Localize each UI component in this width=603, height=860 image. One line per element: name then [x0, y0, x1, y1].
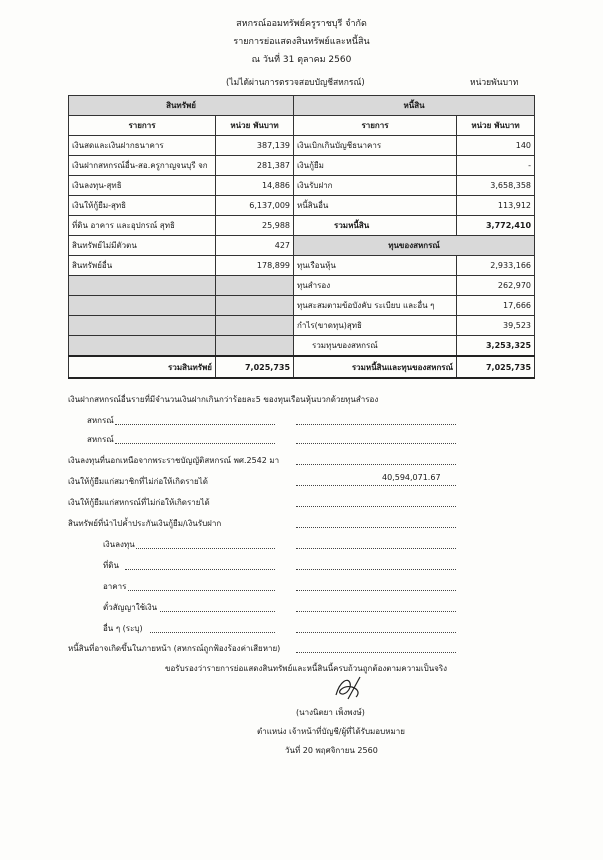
- table-row: [69, 296, 535, 316]
- empty-cell: [216, 316, 294, 336]
- liab-label: เงินกู้ยืม: [294, 156, 457, 176]
- liab-value: 39,523: [457, 316, 535, 336]
- asset-label: เงินให้กู้ยืม-สุทธิ: [69, 196, 216, 216]
- pledged-item: อื่น ๆ (ระบุ): [103, 624, 143, 633]
- liab-label: กำไร(ขาดทุน)สุทธิ: [294, 316, 457, 336]
- blank-line: [115, 424, 275, 425]
- pledged-item: อาคาร: [103, 582, 127, 591]
- sign-date: วันที่ 20 พฤศจิกายน 2560: [285, 746, 378, 755]
- liab-label: ทุนสำรอง: [294, 276, 457, 296]
- liab-label: ทุนสะสมตามข้อบังคับ ระเบียบ และอื่น ๆ: [294, 296, 457, 316]
- asset-value: 25,988: [216, 216, 294, 236]
- coop-line-1: สหกรณ์: [87, 416, 114, 425]
- total-equity-label: รวมทุนของสหกรณ์: [294, 336, 457, 357]
- blank-line: [115, 443, 275, 444]
- table-row: [69, 176, 535, 196]
- asset-label: เงินสดและเงินฝากธนาคาร: [69, 136, 216, 156]
- col-unit-liab: หน่วย พันบาท: [457, 116, 535, 136]
- deposit-note: เงินฝากสหกรณ์อื่นรายที่มีจำนวนเงินฝากเกินกว่าร้อยละ5 ของทุนเรือนหุ้นบวกด้วยทุนสำรอง: [68, 395, 379, 404]
- asset-value: 178,899: [216, 256, 294, 276]
- signer-position: ตำแหน่ง เจ้าหน้าที่บัญชี/ผู้ที่ได้รับมอบหมาย: [257, 727, 405, 736]
- col-item-liab: รายการ: [294, 116, 457, 136]
- liab-label: เงินเบิกเกินบัญชีธนาคาร: [294, 136, 457, 156]
- blank-line: [296, 443, 456, 444]
- blank-line: [296, 548, 456, 549]
- table-row: [69, 256, 535, 276]
- empty-cell: [69, 336, 216, 357]
- table-row: [69, 236, 535, 256]
- total-assets-label: รวมสินทรัพย์: [69, 356, 216, 378]
- col-unit-assets: หน่วย พันบาท: [216, 116, 294, 136]
- pledged-assets: สินทรัพย์ที่นำไปค้ำประกันเงินกู้ยืม/เงินรับฝาก: [68, 519, 222, 528]
- empty-cell: [69, 296, 216, 316]
- table-row: [69, 336, 535, 357]
- column-header-row: [69, 116, 535, 136]
- unit-label: หน่วยพันบาท: [470, 78, 519, 88]
- blank-line: [296, 632, 456, 633]
- empty-cell: [216, 276, 294, 296]
- liab-value: 262,970: [457, 276, 535, 296]
- liab-value: 17,666: [457, 296, 535, 316]
- pledged-item: เงินลงทุน: [103, 540, 135, 549]
- blank-line: [296, 527, 456, 528]
- pledged-item: ตั๋วสัญญาใช้เงิน: [103, 603, 158, 612]
- asset-value: 387,139: [216, 136, 294, 156]
- blank-line: [296, 506, 456, 507]
- liab-label: ทุนเรือนหุ้น: [294, 256, 457, 276]
- totals-row: [69, 356, 535, 378]
- asset-value: 14,886: [216, 176, 294, 196]
- blank-line: [296, 485, 456, 486]
- table-row: [69, 316, 535, 336]
- asset-label: ที่ดิน อาคาร และอุปกรณ์ สุทธิ: [69, 216, 216, 236]
- equity-title: ทุนของสหกรณ์: [294, 236, 535, 256]
- total-liabilities-label: รวมหนี้สิน: [294, 216, 457, 236]
- blank-line: [296, 652, 456, 653]
- blank-line: [296, 569, 456, 570]
- total-assets-value: 7,025,735: [216, 356, 294, 378]
- pledged-item: ที่ดิน: [103, 561, 119, 570]
- blank-line: [125, 569, 275, 570]
- assets-title: สินทรัพย์: [69, 96, 294, 116]
- empty-cell: [69, 316, 216, 336]
- empty-cell: [216, 336, 294, 357]
- coop-line-2: สหกรณ์: [87, 435, 114, 444]
- total-liab-equity-value: 7,025,735: [457, 356, 535, 378]
- blank-line: [150, 632, 275, 633]
- table-row: [69, 276, 535, 296]
- signer-name: (นางนิตยา เพ็งพงษ์): [296, 708, 365, 717]
- asset-label: สินทรัพย์อื่น: [69, 256, 216, 276]
- loan-coop-nonperforming: เงินให้กู้ยืมแก่สหกรณ์ที่ไม่ก่อให้เกิดรายได้: [68, 498, 210, 507]
- blank-line: [136, 548, 275, 549]
- blank-line: [128, 590, 275, 591]
- invest-outside: เงินลงทุนที่นอกเหนือจากพระราชบัญญัติสหกรณ์ พศ.2542 มา: [68, 456, 280, 465]
- liab-value: 2,933,166: [457, 256, 535, 276]
- blank-line: [160, 611, 275, 612]
- asset-label: เงินฝากสหกรณ์อื่น-สอ.ครูกาญจนบุรี จก: [69, 156, 216, 176]
- section-header-row: [69, 96, 535, 116]
- empty-cell: [69, 276, 216, 296]
- asset-label: สินทรัพย์ไม่มีตัวตน: [69, 236, 216, 256]
- asset-value: 281,387: [216, 156, 294, 176]
- asset-label: เงินลงทุน-สุทธิ: [69, 176, 216, 196]
- org-name: สหกรณ์ออมทรัพย์ครูราชบุรี จำกัด: [236, 19, 367, 29]
- liabilities-title: หนี้สิน: [294, 96, 535, 116]
- audit-note: (ไม่ได้ผ่านการตรวจสอบบัญชีสหกรณ์): [226, 78, 365, 88]
- loan-nonperforming-value: 40,594,071.67: [382, 473, 441, 482]
- table-row: [69, 136, 535, 156]
- table-row: [69, 216, 535, 236]
- signature: [330, 673, 366, 703]
- liab-value: 140: [457, 136, 535, 156]
- blank-line: [296, 424, 456, 425]
- balance-sheet-table: [68, 95, 535, 379]
- total-equity-value: 3,253,325: [457, 336, 535, 357]
- col-item-assets: รายการ: [69, 116, 216, 136]
- table-row: [69, 156, 535, 176]
- report-date: ณ วันที่ 31 ตุลาคม 2560: [251, 55, 352, 65]
- asset-value: 427: [216, 236, 294, 256]
- liab-value: 113,912: [457, 196, 535, 216]
- blank-line: [296, 464, 456, 465]
- liab-label: เงินรับฝาก: [294, 176, 457, 196]
- loan-nonperforming-label: เงินให้กู้ยืมแก่สมาชิกที่ไม่ก่อให้เกิดรายได้: [68, 477, 208, 486]
- liab-value: -: [457, 156, 535, 176]
- contingent-liabilities: หนี้สินที่อาจเกิดขึ้นในภายหน้า (สหกรณ์ถูกฟ้องร้องค่าเสียหาย): [68, 644, 281, 653]
- total-liab-equity-label: รวมหนี้สินและทุนของสหกรณ์: [294, 356, 457, 378]
- liab-label: หนี้สินอื่น: [294, 196, 457, 216]
- empty-cell: [216, 296, 294, 316]
- certification: ขอรับรองว่ารายการย่อแสดงสินทรัพย์และหนี้สินนี้ครบถ้วนถูกต้องตามความเป็นจริง: [165, 664, 448, 673]
- report-title: รายการย่อแสดงสินทรัพย์และหนี้สิน: [233, 37, 370, 47]
- asset-value: 6,137,009: [216, 196, 294, 216]
- total-liabilities-value: 3,772,410: [457, 216, 535, 236]
- blank-line: [296, 590, 456, 591]
- liab-value: 3,658,358: [457, 176, 535, 196]
- blank-line: [296, 611, 456, 612]
- table-row: [69, 196, 535, 216]
